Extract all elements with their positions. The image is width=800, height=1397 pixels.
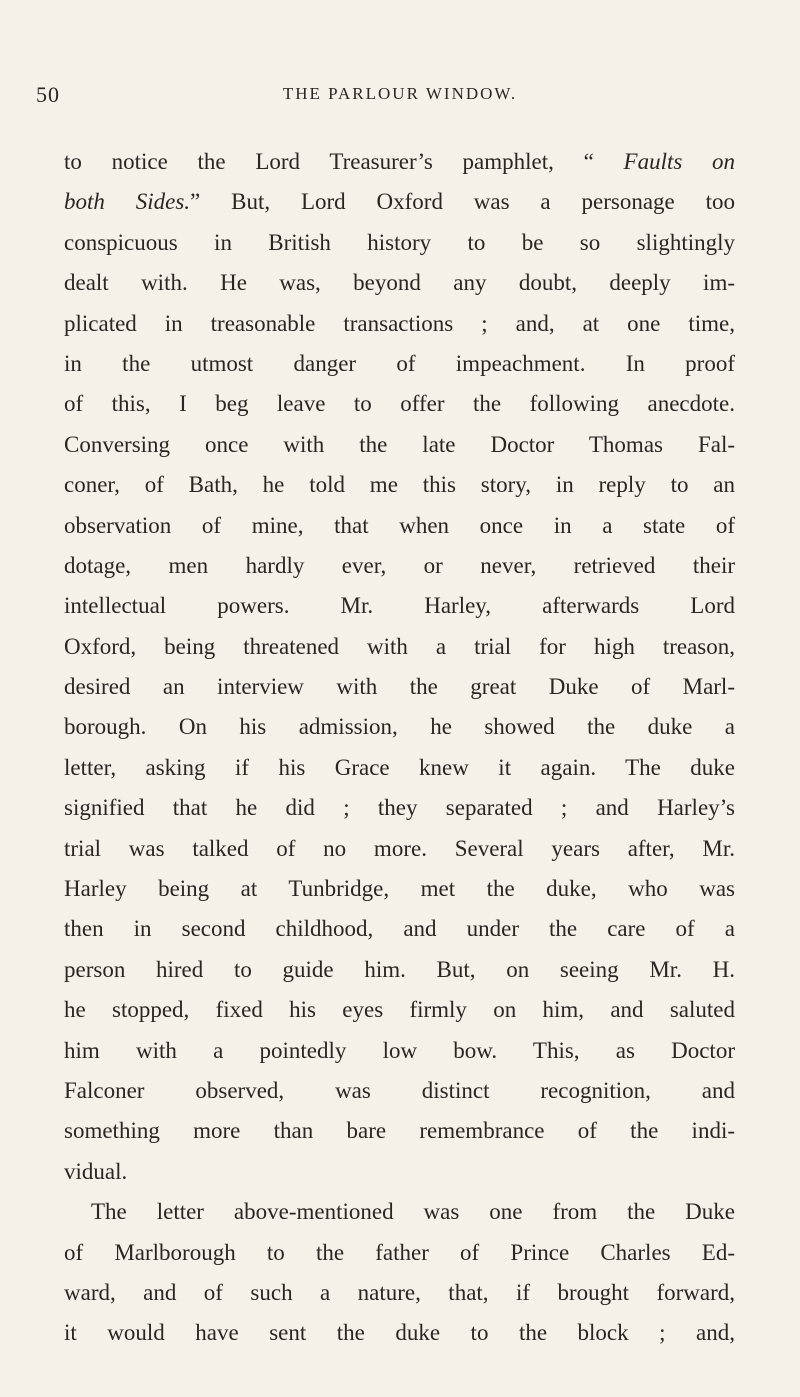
text-line: dealt with. He was, beyond any doubt, deeply im- xyxy=(64,270,735,296)
text-line: borough. On his admission, he showed the duke a xyxy=(64,714,735,740)
running-head: THE PARLOUR WINDOW. xyxy=(282,84,518,103)
text-line: of Marlborough to the father of Prince Charles Ed- xyxy=(64,1239,735,1265)
text-line: desired an interview with the great Duke of Marl- xyxy=(64,674,735,700)
text-line: Oxford, being threatened with a trial for high treason, xyxy=(64,633,735,659)
text-line: then in second childhood, and under the care of a xyxy=(64,916,735,942)
text-line: observation of mine, that when once in a state of xyxy=(64,512,735,538)
text-span: ” But, Lord Oxford was a personage too xyxy=(190,189,735,215)
text-line xyxy=(64,182,735,222)
text-line: Conversing once with the late Doctor Thomas Fal- xyxy=(64,431,735,457)
text-line: letter, asking if his Grace knew it again. The duke xyxy=(64,754,735,780)
text-line: something more than bare remembrance of the indi- xyxy=(64,1118,735,1144)
text-line: vidual. xyxy=(64,1158,128,1184)
text-line: person hired to guide him. But, on seeing Mr. H. xyxy=(64,956,735,982)
italic-title: Faults on xyxy=(623,149,736,174)
text-line: signified that he did ; they separated ; and Harley’s xyxy=(64,795,735,821)
text-line: The letter above-mentioned was one from the Duke xyxy=(91,1199,735,1225)
text-line: trial was talked of no more. Several years after, Mr. xyxy=(64,835,735,861)
text-line: of this, I beg leave to offer the following anecdote. xyxy=(64,391,735,417)
text-line: intellectual powers. Mr. Harley, afterwards Lord xyxy=(64,593,735,619)
italic-title: both Sides. xyxy=(64,189,191,215)
text-span: to notice the Lord Treasurer’s pamphlet, “ xyxy=(64,149,624,174)
text-line: in the utmost danger of impeachment. In proof xyxy=(64,350,735,376)
text-line: it would have sent the duke to the block ; and, xyxy=(64,1320,735,1346)
page-number: 50 xyxy=(36,82,60,107)
text-line: Falconer observed, was distinct recognition, and xyxy=(64,1077,735,1103)
text-line: he stopped, fixed his eyes firmly on him, and saluted xyxy=(64,997,735,1023)
text-line: coner, of Bath, he told me this story, in reply to an xyxy=(64,472,735,498)
text-line: dotage, men hardly ever, or never, retrieved their xyxy=(64,552,735,578)
text-line xyxy=(64,142,735,182)
text-line: plicated in treasonable transactions ; and, at one time, xyxy=(64,310,735,336)
body-text xyxy=(64,142,735,1354)
text-line: Harley being at Tunbridge, met the duke, who was xyxy=(64,876,735,902)
text-line: ward, and of such a nature, that, if brought forward, xyxy=(64,1279,735,1305)
text-line: him with a pointedly low bow. This, as Doctor xyxy=(64,1037,735,1063)
text-line: conspicuous in British history to be so slightingly xyxy=(64,229,735,255)
